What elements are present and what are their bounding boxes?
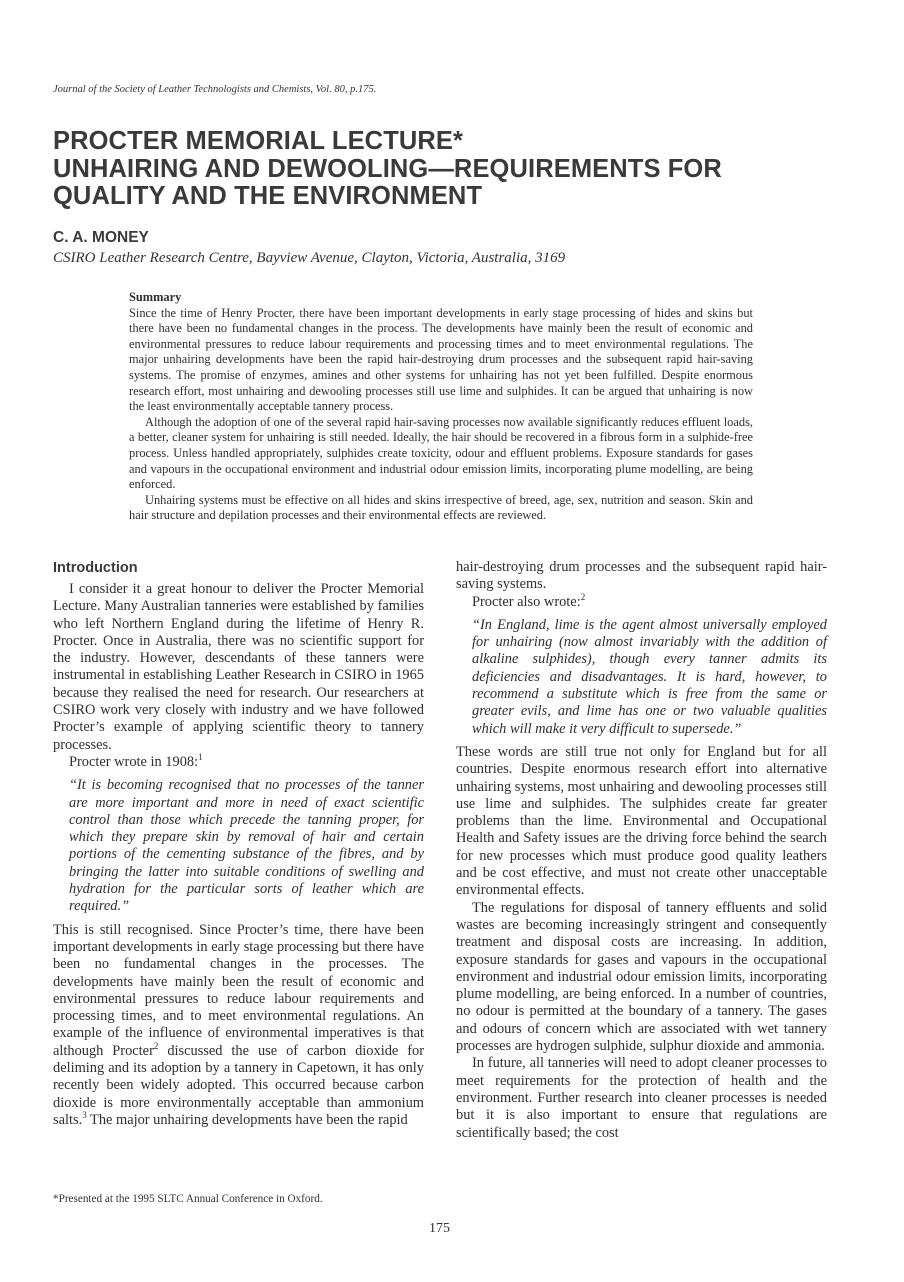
title-line: UNHAIRING AND DEWOOLING—REQUIREMENTS FOR [53, 154, 722, 183]
reference-marker[interactable]: 3 [82, 1110, 87, 1121]
title-line: QUALITY AND THE ENVIRONMENT [53, 182, 483, 210]
article-title [53, 128, 722, 211]
paragraph-text: This is still recognised. Since Procter’s time, there have been important developments in early stage processing but there have been no fundamental changes in the processes. The developments have mainly been the result of economic and environmental pressures to reduce labour requirements and processing times, and to meet environmental regulations. An example of the influence of environmental imperatives is that although Procter [53, 921, 424, 1059]
body-paragraph [53, 754, 424, 771]
author-affiliation: CSIRO Leather Research Centre, Bayview Avenue, Clayton, Victoria, Australia, 3169 [53, 250, 566, 266]
right-column [456, 559, 827, 1142]
summary-paragraph: Although the adoption of one of the several rapid hair-saving processes now available significantly reduces effluent loads, a better, cleaner system for unhairing is still needed. Ideally, the hair should be recovered in a fibrous form in a sulphide-free process. Unless handled appropriately, sulphides create toxicity, odour and effluent problems. Exposure standards for gases and vapours in the occupational environment and industrial odour emission limits, incorporating plume modelling, are being enforced. [129, 414, 753, 492]
body-paragraph [456, 591, 827, 611]
summary-paragraph: Unhairing systems must be effective on all hides and skins irrespective of breed, age, sex, nutrition and season. Skin and hair structure and depilation processes and their environmental effects are reviewed. [129, 492, 753, 523]
paragraph-text: The major unhairing developments have been the rapid [86, 1111, 408, 1128]
body-paragraph: hair-destroying drum processes and the subsequent rapid hair-saving systems. [456, 559, 827, 593]
body-paragraph: The regulations for disposal of tannery effluents and solid wastes are becoming increasingly stringent and consequently treatment and disposal costs are increasing. In addition, exposure standards for gases and vapours in the occupational environment and industrial odour emission limits, incorporating plume modelling, are being enforced. In a number of countries, no odour is permitted at the boundary of a tannery. The gases and odours of concern which are associated with wet tannery processes are hydrogen sulphide, sulphur dioxide and ammonia. [456, 899, 827, 1055]
left-column [53, 559, 424, 1129]
block-quote: “In England, lime is the agent almost universally employed for unhairing (now almost invariably with the addition of alkaline sulphides), though every tanner admits its deficiencies and disadvantages. It is hard, however, to recommend a substitute which is free from the same or greater evils, and lime has one or two valuable qualities which will make it very difficult to supersede.” [472, 616, 827, 737]
summary-section [129, 290, 753, 524]
paragraph-text: discussed the use of carbon dioxide for deliming and its adoption by a tannery in Capetown, it has only recently been widely adopted. This occurred because carbon dioxide is more environmentally acceptable than ammonium salts. [53, 1042, 424, 1128]
author-name: C. A. MONEY [53, 229, 149, 246]
reference-marker[interactable]: 2 [153, 1040, 159, 1051]
footnote: *Presented at the 1995 SLTC Annual Conference in Oxford. [53, 1193, 323, 1205]
body-paragraph: In future, all tanneries will need to adopt cleaner processes to meet requirements for the protection of health and the environment. Further research into cleaner processes is needed but it is also important to ensure that regulations are scientifically based; the cost [456, 1055, 827, 1141]
paragraph-text: Procter also wrote: [472, 593, 581, 610]
journal-citation: Journal of the Society of Leather Technologists and Chemists, Vol. 80, p.175. [53, 84, 377, 95]
block-quote: “It is becoming recognised that no processes of the tanner are more important and more in need of exact scientific control than those which precede the tanning proper, for which they prepare skin by removal of hair and certain portions of the cementing substance of the fibres, and by bringing the latter into suitable conditions of swelling and hydration for the particular sorts of leather which are required.” [69, 777, 424, 915]
page-number: 175 [429, 1221, 450, 1236]
reference-marker[interactable]: 2 [580, 591, 586, 602]
body-paragraph: I consider it a great honour to deliver the Procter Memorial Lecture. Many Australian tanneries were established by families who left Northern England during the lifetime of Henry R. Procter. Once in Australia, there was no scientific support for the industry. However, descendants of these tanners were instrumental in establishing Leather Research in CSIRO in 1965 because they realised the need for research. Our researchers at CSIRO work very closely with industry and we have followed Procter’s example of applying scientific theory to tannery processes. [53, 581, 424, 753]
title-line: PROCTER MEMORIAL LECTURE* [53, 127, 464, 155]
paragraph-text: Procter wrote in 1908: [69, 753, 199, 770]
body-paragraph [53, 922, 424, 1130]
summary-paragraph: Since the time of Henry Procter, there have been important developments in early stage processing of hides and skins but there have been no fundamental changes in the process. The developments have mainly been the result of economic and environmental pressures to reduce labour requirements and processing times and to meet environmental regulations. The major unhairing developments have been the rapid hair-destroying drum processes and the subsequent rapid hair-saving systems. The promise of enzymes, amines and other systems for unhairing has not yet been fulfilled. Despite enormous research effort, most unhairing and dewooling processes still use lime and sulphides. It can be argued that unhairing is now the least environmentally acceptable tannery process. [129, 305, 753, 414]
summary-heading: Summary [129, 290, 182, 304]
reference-marker[interactable]: 1 [198, 752, 203, 763]
body-paragraph: These words are still true not only for England but for all countries. Despite enormous research effort into alternative unhairing systems, most unhairing and dewooling processes still use lime and sulphides. The sulphides create far greater problems than the lime. Environmental and Occupational Health and Safety issues are the driving force behind the search for new processes which must produce good quality leathers and be cost effective, and must not create other unacceptable environmental effects. [456, 743, 827, 899]
section-heading-introduction: Introduction [53, 560, 138, 576]
